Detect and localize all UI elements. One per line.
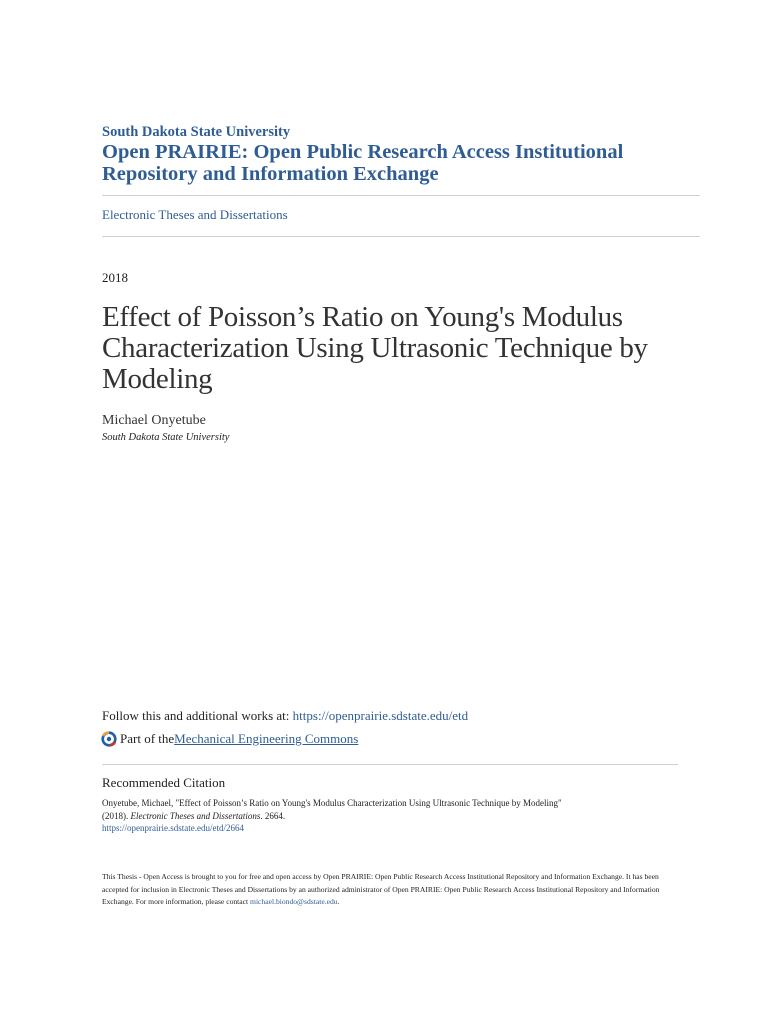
follow-line [102, 708, 468, 724]
repository-title-link[interactable]: Open PRAIRIE: Open Public Research Access Institutional Repository and Information Exchange [102, 141, 624, 185]
access-statement-end: . [337, 897, 340, 906]
part-of-label: Part of the [120, 731, 175, 746]
citation-year: (2018). [102, 810, 131, 821]
author-name: Michael Onyetube [102, 413, 206, 428]
network-commons-icon [100, 730, 118, 748]
citation-divider [102, 764, 678, 765]
access-statement [102, 871, 682, 909]
citation-url-link[interactable]: https://openprairie.sdstate.edu/etd/2664 [102, 823, 244, 833]
document-title: Effect of Poisson’s Ratio on Young's Modulus Characterization Using Ultrasonic Technique by Modeling [102, 301, 648, 395]
access-statement-text: This Thesis - Open Access is brought to you for free and open access by Open PRAIRIE: Open Public Research Access Institutional Repository and Information Exchange. It has been accepted for inclusion in Electronic Theses and Dissertations by an authorized administrator of Open PRAIRIE: Open Public Research Access Institutional Repository and Information Exchange. For more information, please contact [102, 872, 660, 906]
publication-year: 2018 [102, 270, 128, 285]
collection-link[interactable]: Electronic Theses and Dissertations [102, 207, 288, 222]
citation-number: . 2664. [260, 810, 286, 821]
contact-email-link[interactable]: michael.biondo@sdstate.edu [250, 897, 338, 906]
author-affiliation: South Dakota State University [102, 432, 230, 443]
citation-line-1: Onyetube, Michael, "Effect of Poisson’s Ratio on Young's Modulus Characterization Using Ultrasonic Technique by Modeling" [102, 798, 562, 808]
header-divider-bottom [102, 236, 700, 237]
university-link[interactable]: South Dakota State University [102, 124, 291, 140]
part-of-line [100, 730, 358, 748]
header-divider-top [102, 195, 700, 196]
citation-line-2 [102, 810, 672, 823]
citation-series: Electronic Theses and Dissertations [130, 810, 261, 821]
citation-body [102, 797, 672, 835]
commons-link[interactable]: Mechanical Engineering Commons [174, 731, 359, 746]
citation-heading: Recommended Citation [102, 775, 226, 790]
follow-url-link[interactable]: https://openprairie.sdstate.edu/etd [292, 708, 469, 723]
cover-page [102, 0, 700, 1024]
follow-label: Follow this and additional works at: [102, 708, 293, 723]
